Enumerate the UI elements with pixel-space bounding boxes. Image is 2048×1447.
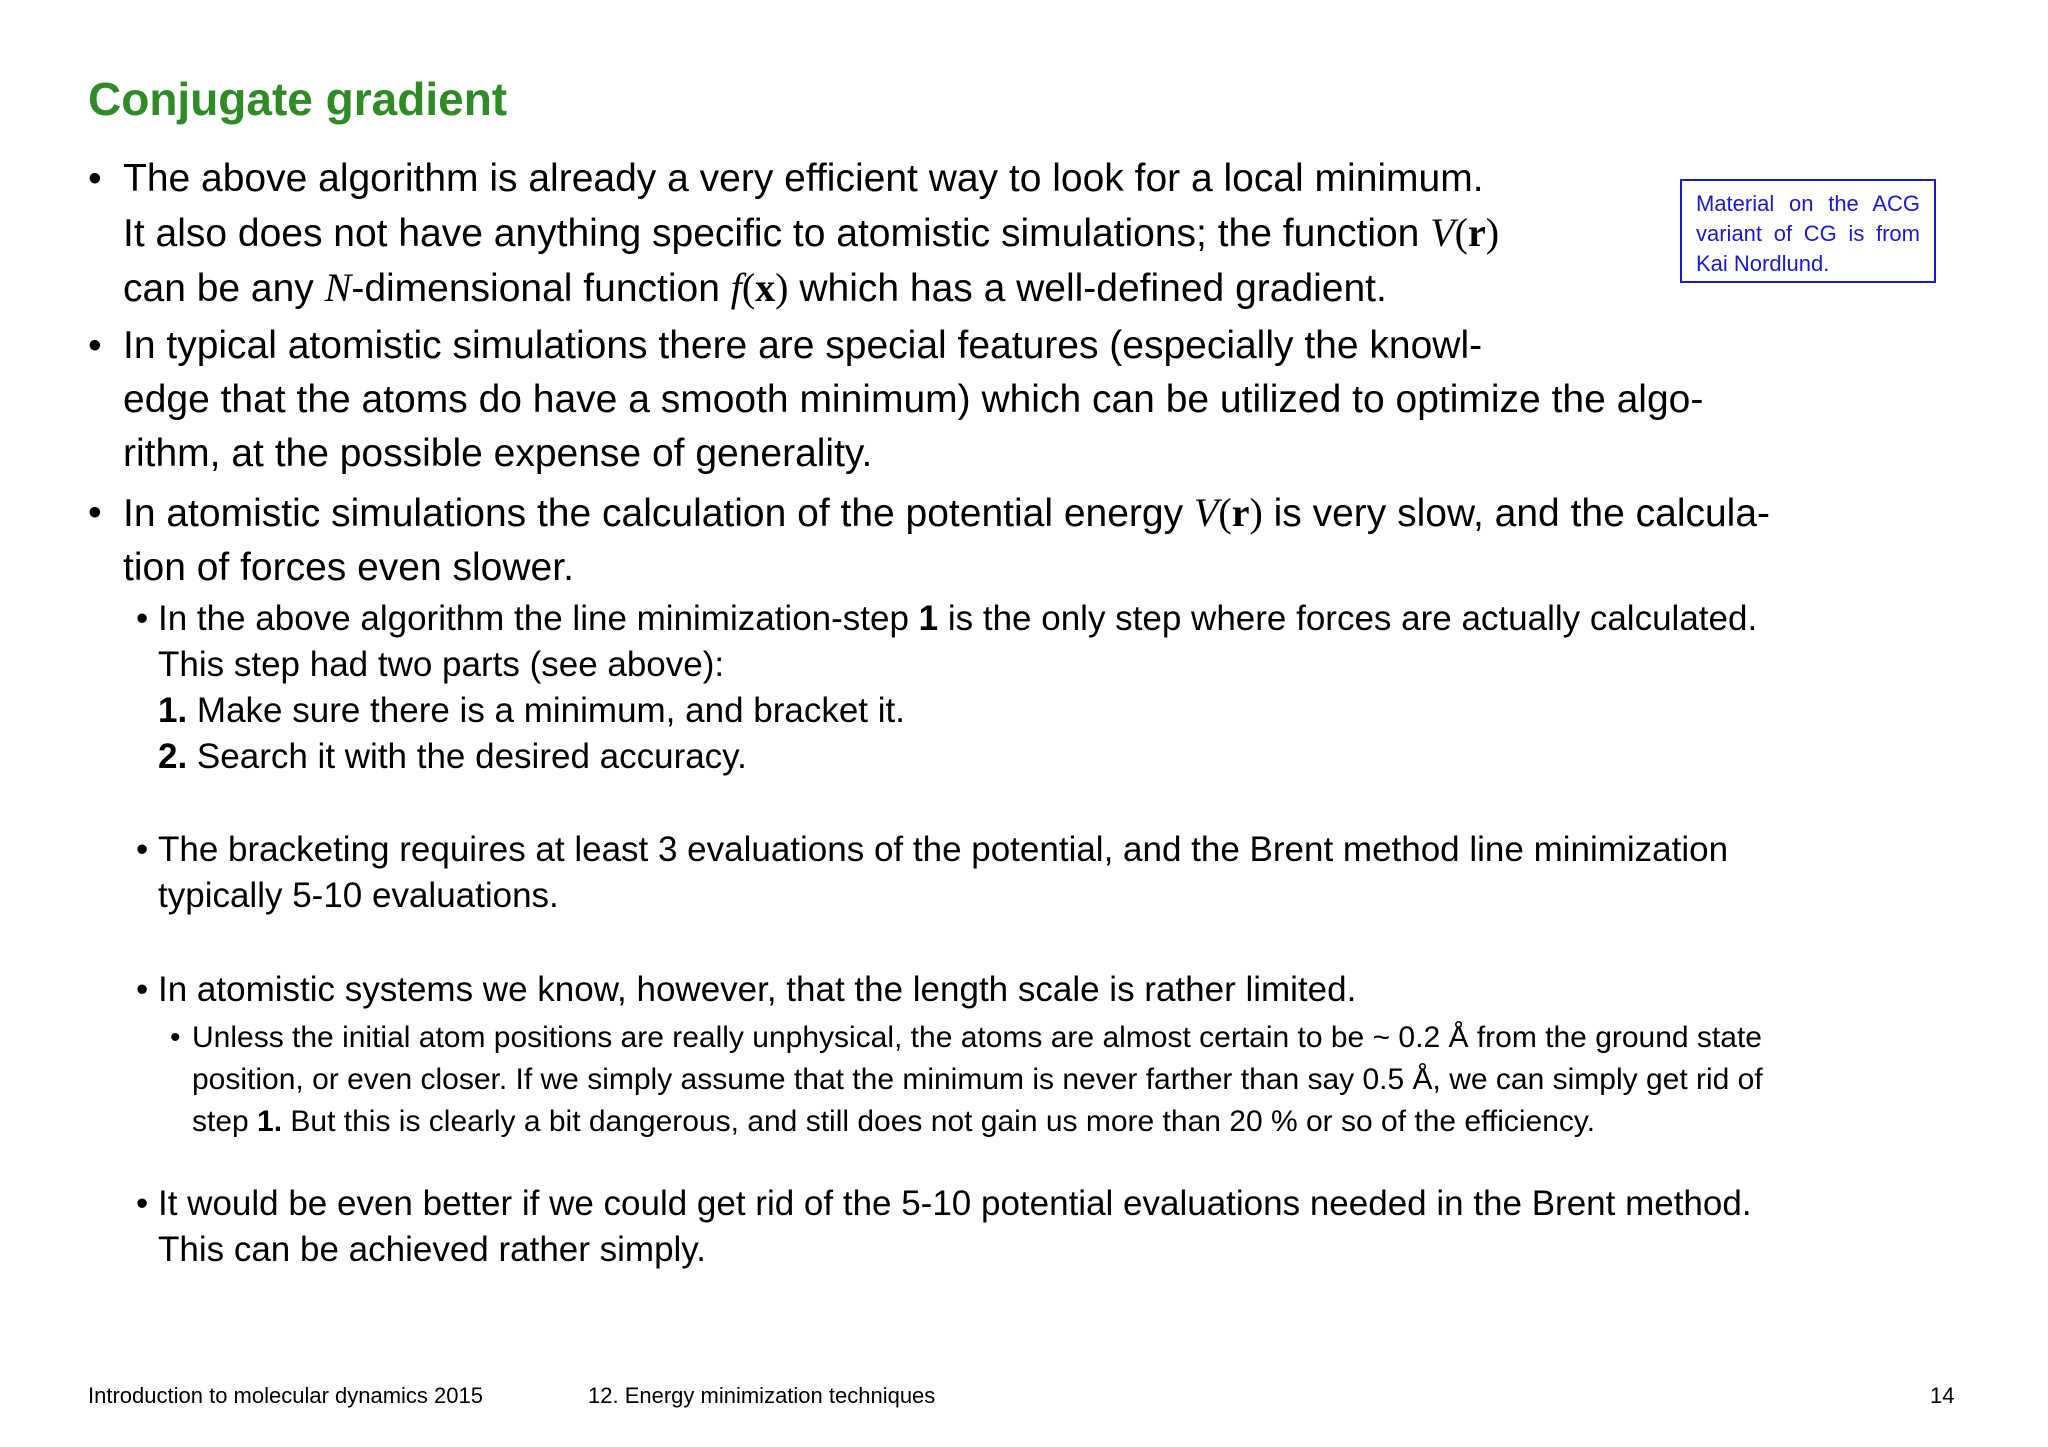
math-f-of-x: f(x) (730, 265, 789, 310)
sub-bullet-1-glyph: • (136, 599, 149, 638)
sub-bullet-1-item-1: 1. Make sure there is a minimum, and bracket it. (158, 691, 905, 730)
bullet-3-line-2: tion of forces even slower. (123, 546, 574, 589)
sub-sub-bullet-glyph: • (170, 1021, 181, 1054)
bullet-1-line-3-pre: can be any (123, 267, 325, 310)
bullet-1-line-3-mid: -dimensional function (351, 267, 731, 310)
bullet-3-line-1-post: is very slow, and the calcula- (1262, 492, 1771, 535)
slide-title: Conjugate gradient (88, 73, 508, 125)
bullet-2-glyph: • (88, 324, 102, 367)
footer-page-number: 14 (1930, 1383, 1955, 1408)
bullet-2-line-3: rithm, at the possible expense of generality. (123, 432, 873, 475)
bullet-3-line-1-pre: In atomistic simulations the calculation of the potential energy (123, 492, 1194, 535)
footer-course: Introduction to molecular dynamics 2015 (88, 1383, 483, 1408)
bullet-3-line-1 (123, 486, 1770, 541)
math-V-of-r: V(r) (1430, 210, 1500, 255)
sub-bullet-4-line-2: This can be achieved rather simply. (158, 1230, 706, 1269)
sub-sub-bullet-line-2: position, or even closer. If we simply assume that the minimum is never farther than say 0.5 Å, we can simply get rid of (192, 1063, 1763, 1096)
sub-bullet-1-line-1: In the above algorithm the line minimization-step 1 is the only step where forces are actually calculated. (158, 599, 1758, 638)
sub-bullet-4-glyph: • (136, 1184, 149, 1223)
bullet-1-line-1: The above algorithm is already a very efficient way to look for a local minimum. (123, 157, 1484, 200)
sub-sub-bullet-line-1: Unless the initial atom positions are really unphysical, the atoms are almost certain to be ~ 0.2 Å from the ground state (192, 1021, 1762, 1054)
bullet-3-glyph: • (88, 491, 102, 534)
sub-bullet-3-line-1: In atomistic systems we know, however, that the length scale is rather limited. (158, 970, 1357, 1009)
math-V-of-r-2: V(r) (1193, 490, 1263, 535)
math-N: N (324, 265, 352, 310)
sub-bullet-2-glyph: • (136, 830, 149, 869)
step-1-bold: 1 (918, 599, 939, 638)
note-box (1680, 179, 1936, 283)
step-1-bold-2: 1. (257, 1105, 283, 1138)
sub-bullet-2-line-2: typically 5-10 evaluations. (158, 876, 559, 915)
sub-sub-bullet-line-3: step 1. But this is clearly a bit dangerous, and still does not gain us more than 20 % or so of the efficiency. (192, 1105, 1596, 1138)
bullet-2-line-2: edge that the atoms do have a smooth minimum) which can be utilized to optimize the algo- (123, 378, 1704, 421)
sub-bullet-2-line-1: The bracketing requires at least 3 evaluations of the potential, and the Brent method line minimization (158, 830, 1729, 869)
bullet-2-line-1: In typical atomistic simulations there are special features (especially the knowl- (123, 324, 1483, 367)
footer-chapter: 12. Energy minimization techniques (588, 1383, 936, 1408)
note-line-3: Kai Nordlund. (1696, 251, 1830, 276)
bullet-1-line-3 (123, 261, 1499, 316)
bullet-1-line-2-text: It also does not have anything specific to atomistic simulations; the function (123, 212, 1431, 255)
note-line-1: Material on the ACG (1696, 191, 1920, 216)
sub-bullet-1-item-2: 2. Search it with the desired accuracy. (158, 737, 747, 776)
sub-bullet-1-line-2: This step had two parts (see above): (158, 645, 725, 684)
sub-bullet-3-glyph: • (136, 970, 149, 1009)
bullet-1-line-3-post: which has a well-defined gradient. (788, 267, 1387, 310)
sub-bullet-4-line-1: It would be even better if we could get rid of the 5-10 potential evaluations needed in the Brent method. (158, 1184, 1752, 1223)
note-line-2: variant of CG is from (1696, 221, 1920, 246)
bullet-1-line-2 (123, 206, 1499, 261)
bullet-1-glyph: • (88, 157, 102, 200)
